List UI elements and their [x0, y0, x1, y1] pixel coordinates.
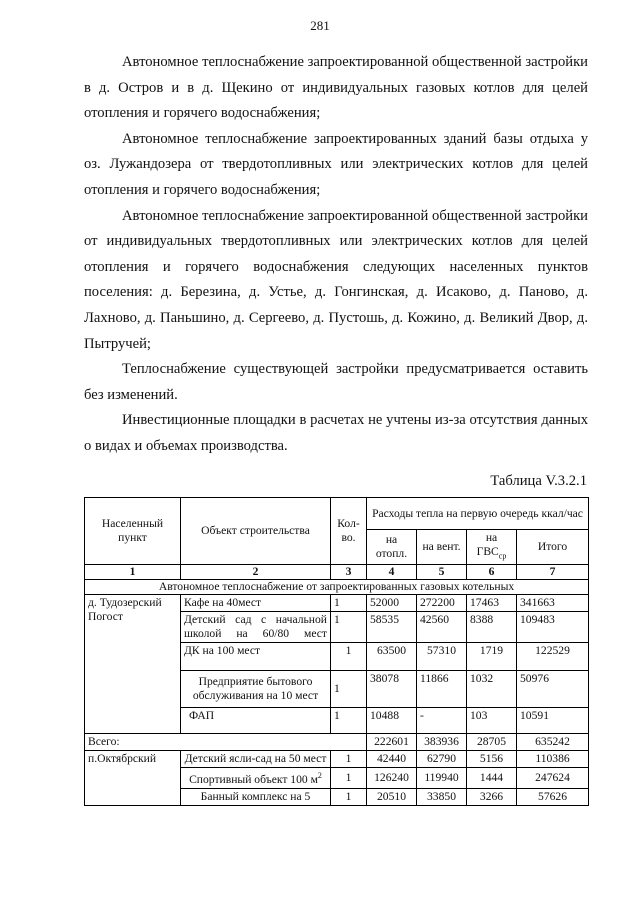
object-cell: ДК на 100 мест: [181, 643, 331, 671]
paragraph: Инвестиционные площадки в расчетах не учтены из-за отсутствия данных о видах и объемах производства.: [84, 412, 588, 454]
total-cell: 109483: [517, 612, 589, 643]
header-hws-sub: ср: [498, 551, 507, 561]
ventilation-cell: 33850: [417, 789, 467, 806]
total-cell: 247624: [517, 768, 589, 789]
total-hws: 28705: [467, 734, 517, 751]
header-settlement: Населенный пункт: [85, 498, 181, 565]
hws-cell: 8388: [467, 612, 517, 643]
column-number: 2: [181, 565, 331, 580]
object-cell: Банный комплекс на 5: [181, 789, 331, 806]
total-cell: 341663: [517, 595, 589, 612]
count-cell: 1: [331, 789, 367, 806]
settlement-cell: п.Октябрский: [85, 751, 181, 806]
page-number: 281: [310, 18, 330, 33]
total-cell: 122529: [517, 643, 589, 671]
total-row: [85, 734, 589, 751]
header-ventilation: на вент.: [417, 530, 467, 565]
settlement-cell: д. Тудозерский Погост: [85, 595, 181, 734]
column-number: 5: [417, 565, 467, 580]
total-cell: 10591: [517, 708, 589, 734]
column-number: 4: [367, 565, 417, 580]
header-count: Кол-во.: [331, 498, 367, 565]
heating-cell: 38078: [367, 671, 417, 708]
object-cell: ФАП: [181, 708, 331, 734]
hws-cell: 1719: [467, 643, 517, 671]
object-label: Спортивный объект 100 м: [189, 773, 318, 787]
total-cell: 110386: [517, 751, 589, 768]
ventilation-cell: 42560: [417, 612, 467, 643]
object-cell: Детский ясли-сад на 50 мест: [181, 751, 331, 768]
count-cell: 1: [331, 671, 367, 708]
hws-cell: 1032: [467, 671, 517, 708]
count-cell: 1: [331, 751, 367, 768]
heating-cell: 20510: [367, 789, 417, 806]
count-cell: 1: [331, 708, 367, 734]
table-row: [85, 751, 589, 768]
column-number: 1: [85, 565, 181, 580]
hws-cell: 103: [467, 708, 517, 734]
paragraph: Теплоснабжение существующей застройки предусматривается оставить без изменений.: [84, 361, 588, 403]
hws-cell: 3266: [467, 789, 517, 806]
header-hws-label: на ГВС: [476, 531, 499, 558]
total-total: 635242: [517, 734, 589, 751]
header-hws: [467, 530, 517, 565]
table-row: [85, 595, 589, 612]
object-superscript: 2: [317, 771, 322, 781]
column-number: 6: [467, 565, 517, 580]
ventilation-cell: 57310: [417, 643, 467, 671]
total-cell: 57626: [517, 789, 589, 806]
heating-cell: 63500: [367, 643, 417, 671]
ventilation-cell: 119940: [417, 768, 467, 789]
paragraph: Автономное теплоснабжение запроектированных зданий базы отдыха у оз. Лужандозера от твердотопливных или электрических котлов для целей отопления и горячего водоснабжения;: [84, 130, 588, 198]
ventilation-cell: 11866: [417, 671, 467, 708]
hws-cell: 17463: [467, 595, 517, 612]
total-cell: 50976: [517, 671, 589, 708]
total-heating: 222601: [367, 734, 417, 751]
column-number: 3: [331, 565, 367, 580]
ventilation-cell: 62790: [417, 751, 467, 768]
header-object: Объект строительства: [181, 498, 331, 565]
count-cell: 1: [331, 768, 367, 789]
column-number: 7: [517, 565, 589, 580]
count-cell: 1: [331, 643, 367, 671]
total-ventilation: 383936: [417, 734, 467, 751]
heat-consumption-table: [84, 497, 589, 806]
object-cell: [181, 768, 331, 789]
section-title: Автономное теплоснабжение от запроектированных газовых котельных: [85, 580, 589, 595]
ventilation-cell: 272200: [417, 595, 467, 612]
count-cell: 1: [331, 612, 367, 643]
body-text: [84, 50, 588, 460]
heating-cell: 58535: [367, 612, 417, 643]
ventilation-cell: -: [417, 708, 467, 734]
heating-cell: 42440: [367, 751, 417, 768]
paragraph: Автономное теплоснабжение запроектированной общественной застройки от индивидуальных твердотопливных или электрических котлов для целей отопления и горячего водоснабжения следующих населенных пунктов поселения: д. Березина, д. Устье, д. Гонгинская, д. Исаково, д. Паново, д. Лахново, д. Паньшино, д. Сергеево, д. Пустошь, д. Кожино, д. Великий Двор, д. Пытручей;: [84, 207, 588, 352]
table-caption: Таблица V.3.2.1: [490, 473, 587, 489]
header-heating: на отопл.: [367, 530, 417, 565]
total-label: Всего:: [85, 734, 367, 751]
object-cell: Кафе на 40мест: [181, 595, 331, 612]
hws-cell: 1444: [467, 768, 517, 789]
header-total: Итого: [517, 530, 589, 565]
object-cell: Предприятие бытового обслуживания на 10 мест: [181, 671, 331, 708]
header-heat-group: Расходы тепла на первую очередь ккал/час: [367, 498, 589, 530]
hws-cell: 5156: [467, 751, 517, 768]
object-cell: Детский сад с начальной школой на 60/80 мест: [181, 612, 331, 643]
heating-cell: 52000: [367, 595, 417, 612]
count-cell: 1: [331, 595, 367, 612]
paragraph: Автономное теплоснабжение запроектированной общественной застройки в д. Остров и в д. Щекино от индивидуальных газовых котлов для целей отопления и горячего водоснабжения;: [84, 54, 588, 122]
heating-cell: 126240: [367, 768, 417, 789]
heating-cell: 10488: [367, 708, 417, 734]
